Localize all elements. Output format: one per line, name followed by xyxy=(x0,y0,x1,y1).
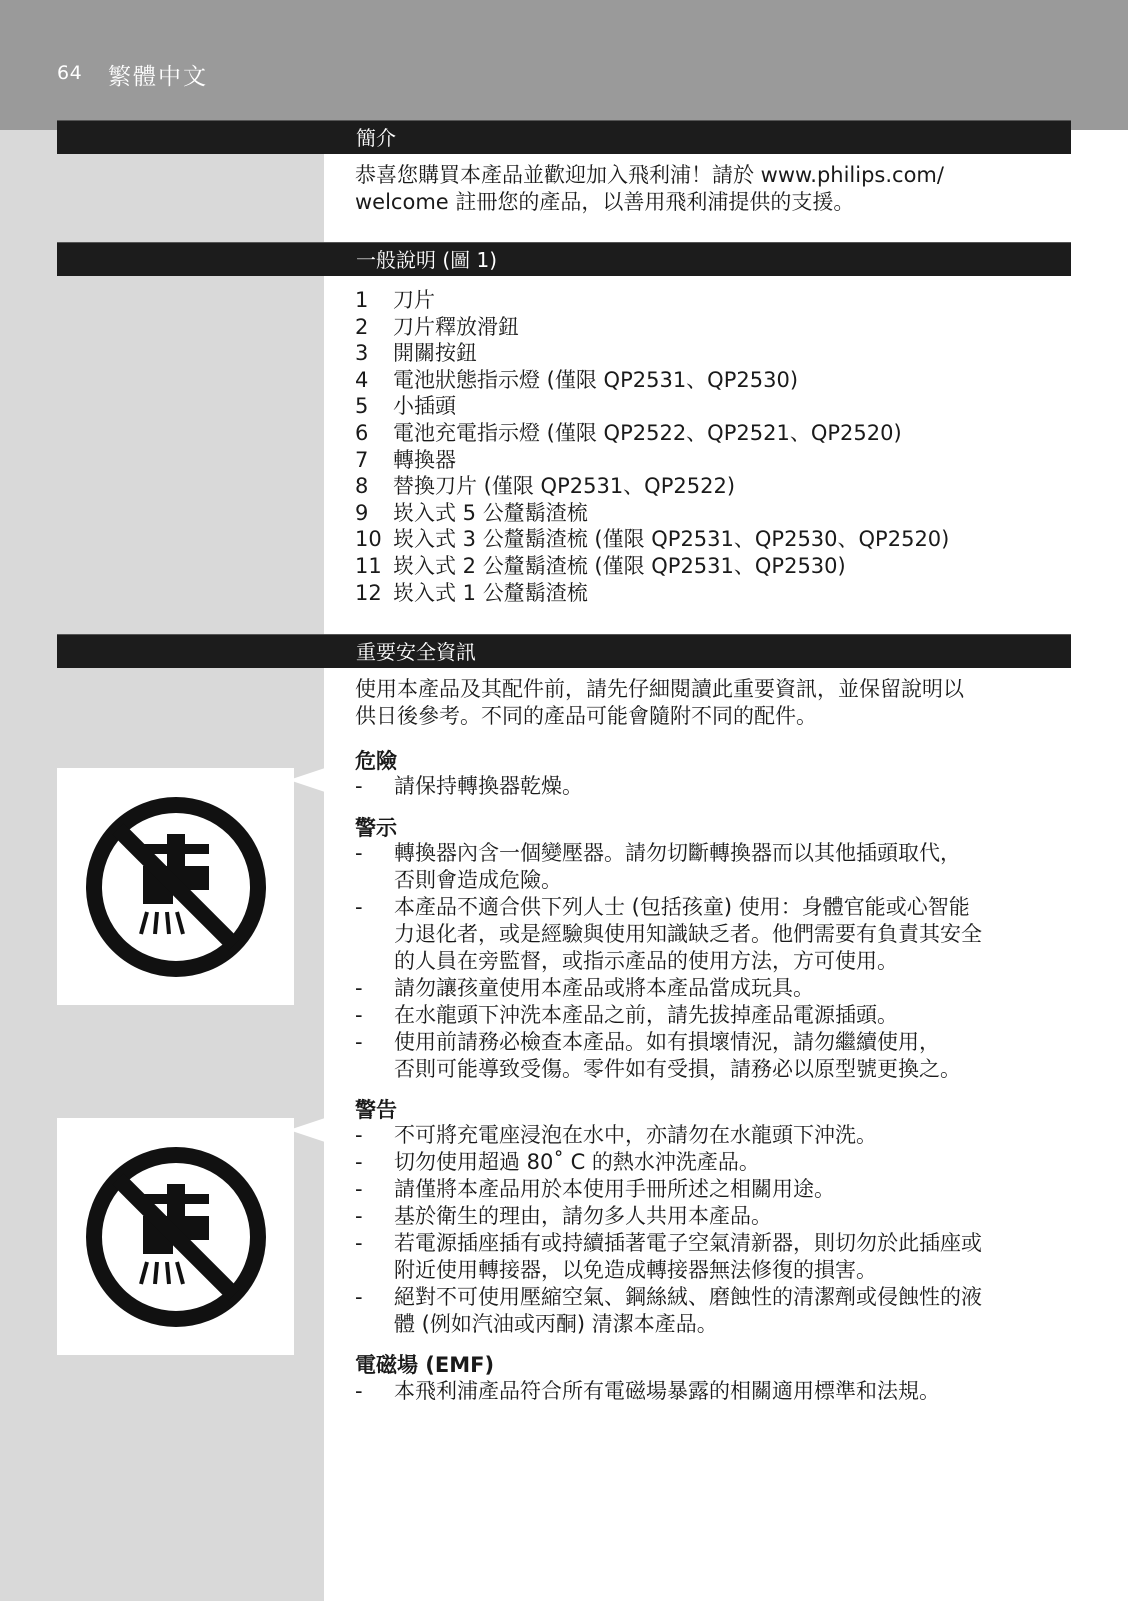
parts-list-item xyxy=(355,420,949,447)
no-tap-water-symbol-box xyxy=(57,768,294,1005)
parts-list-text: 電池充電指示燈 (僅限 QP2522、QP2521、QP2520) xyxy=(393,420,902,445)
bullet-dash: - xyxy=(355,895,363,919)
parts-list-number: 9 xyxy=(355,500,369,525)
bullet-item xyxy=(355,1176,1075,1203)
bullet-line: 不可將充電座浸泡在水中，亦請勿在水龍頭下沖洗。 xyxy=(394,1123,877,1147)
no-tap-water-symbol-box-2 xyxy=(57,1118,294,1355)
bullet-dash: - xyxy=(355,1285,363,1309)
parts-list-number: 2 xyxy=(355,314,369,339)
parts-list-number: 1 xyxy=(355,288,369,312)
parts-list-number: 5 xyxy=(355,394,369,419)
parts-list-item xyxy=(355,580,949,607)
danger-heading: 危險 xyxy=(355,749,397,773)
bullet-line: 使用前請務必檢查本產品。如有損壞情況，請勿繼續使用， xyxy=(394,1030,940,1054)
parts-list-number: 3 xyxy=(355,341,369,366)
caution-list xyxy=(355,1122,1075,1338)
parts-list-number: 6 xyxy=(355,420,369,445)
bullet-item xyxy=(355,1029,1075,1083)
parts-list-text: 崁入式 1 公釐鬍渣梳 xyxy=(393,580,588,605)
parts-list-item xyxy=(355,393,949,420)
section-heading-safety: 重要安全資訊 xyxy=(57,634,1071,668)
parts-list-text: 開關按鈕 xyxy=(393,341,477,366)
bullet-line: 若電源插座插有或持續插著電子空氣清新器，則切勿於此插座或 xyxy=(394,1231,982,1255)
bullet-line: 切勿使用超過 80˚ C 的熱水沖洗產品。 xyxy=(394,1150,760,1174)
warning-list xyxy=(355,840,1075,1083)
parts-list-text: 崁入式 2 公釐鬍渣梳 (僅限 QP2531、QP2530) xyxy=(393,553,846,578)
bullet-line: 本飛利浦產品符合所有電磁場暴露的相關適用標準和法規。 xyxy=(394,1379,940,1403)
warning-heading: 警示 xyxy=(355,816,397,840)
bullet-line: 否則會造成危險。 xyxy=(394,868,562,892)
danger-list xyxy=(355,773,1075,800)
parts-list-text: 電池狀態指示燈 (僅限 QP2531、QP2530) xyxy=(393,367,799,392)
no-tap-water-icon xyxy=(81,792,271,982)
parts-list-item xyxy=(355,526,949,553)
bullet-dash: - xyxy=(355,841,363,865)
bullet-item xyxy=(355,773,1075,800)
bullet-dash: - xyxy=(355,1231,363,1255)
bullet-item xyxy=(355,1122,1075,1149)
parts-list-item xyxy=(355,473,949,500)
bullet-item xyxy=(355,1230,1075,1284)
parts-list-text: 刀片釋放滑鈕 xyxy=(393,314,519,339)
bullet-dash: - xyxy=(355,1379,363,1403)
parts-list-item xyxy=(355,340,949,367)
bullet-item xyxy=(355,1002,1075,1029)
parts-list-item xyxy=(355,553,949,580)
bullet-item xyxy=(355,975,1075,1002)
parts-list-text: 刀片 xyxy=(393,288,435,312)
bullet-line: 的人員在旁監督，或指示產品的使用方法，方可使用。 xyxy=(394,949,898,973)
bullet-item xyxy=(355,1284,1075,1338)
language-label: 繁體中文 xyxy=(108,64,208,90)
bullet-line: 體 (例如汽油或丙酮) 清潔本產品。 xyxy=(394,1312,718,1336)
parts-list-item xyxy=(355,367,949,394)
parts-list-item xyxy=(355,500,949,527)
parts-list-number: 8 xyxy=(355,474,369,499)
caution-heading: 警告 xyxy=(355,1098,397,1122)
parts-list-item xyxy=(355,447,949,474)
bullet-line: 附近使用轉接器，以免造成轉接器無法修復的損害。 xyxy=(394,1258,877,1282)
parts-list-number: 7 xyxy=(355,447,369,472)
intro-text: 恭喜您購買本產品並歡迎加入飛利浦！請於 www.philips.com/ welcome 註冊您的產品，以善用飛利浦提供的支援。 xyxy=(355,163,944,214)
bullet-line: 在水龍頭下沖洗本產品之前，請先拔掉產品電源插頭。 xyxy=(394,1003,898,1027)
bullet-dash: - xyxy=(355,1177,363,1201)
bullet-dash: - xyxy=(355,1003,363,1027)
bullet-line: 絕對不可使用壓縮空氣、鋼絲絨、磨蝕性的清潔劑或侵蝕性的液 xyxy=(394,1285,982,1309)
emf-heading: 電磁場 (EMF) xyxy=(355,1353,495,1377)
parts-list-text: 崁入式 3 公釐鬍渣梳 (僅限 QP2531、QP2530、QP2520) xyxy=(393,527,950,552)
bullet-item xyxy=(355,894,1075,975)
bullet-item xyxy=(355,840,1075,894)
bullet-dash: - xyxy=(355,1204,363,1228)
bullet-line: 力退化者，或是經驗與使用知識缺乏者。他們需要有負責其安全 xyxy=(394,922,982,946)
bullet-item xyxy=(355,1149,1075,1176)
parts-list-number: 4 xyxy=(355,367,369,392)
bullet-line: 轉換器內含一個變壓器。請勿切斷轉換器而以其他插頭取代， xyxy=(394,841,961,865)
bullet-line: 請僅將本產品用於本使用手冊所述之相關用途。 xyxy=(394,1177,835,1201)
bullet-item xyxy=(355,1203,1075,1230)
bullet-dash: - xyxy=(355,1123,363,1147)
section-heading-general: 一般說明 (圖 1) xyxy=(57,242,1071,276)
section-heading-intro: 簡介 xyxy=(57,120,1071,154)
bullet-line: 否則可能導致受傷。零件如有受損，請務必以原型號更換之。 xyxy=(394,1057,961,1081)
page-number: 64 xyxy=(57,62,83,84)
bullet-dash: - xyxy=(355,976,363,1000)
parts-list-text: 崁入式 5 公釐鬍渣梳 xyxy=(393,500,588,525)
parts-list-text: 小插頭 xyxy=(393,394,456,419)
parts-list-number: 12 xyxy=(355,580,382,605)
parts-list-text: 轉換器 xyxy=(393,447,456,472)
bullet-item xyxy=(355,1378,1075,1405)
no-tap-water-icon xyxy=(81,1142,271,1332)
bullet-dash: - xyxy=(355,1030,363,1054)
safety-intro: 使用本產品及其配件前，請先仔細閱讀此重要資訊，並保留說明以 供日後參考。不同的產品可能會隨附不同的配件。 xyxy=(355,677,964,728)
parts-list-item xyxy=(355,314,949,341)
bullet-line: 請勿讓孩童使用本產品或將本產品當成玩具。 xyxy=(394,976,814,1000)
parts-list xyxy=(355,287,949,606)
parts-list-item xyxy=(355,287,949,314)
bullet-dash: - xyxy=(355,774,363,798)
parts-list-number: 10 xyxy=(355,527,382,552)
bullet-line: 基於衛生的理由，請勿多人共用本產品。 xyxy=(394,1204,772,1228)
parts-list-text: 替換刀片 (僅限 QP2531、QP2522) xyxy=(393,474,736,499)
bullet-dash: - xyxy=(355,1150,363,1174)
bullet-line: 本產品不適合供下列人士 (包括孩童) 使用：身體官能或心智能 xyxy=(394,895,970,919)
emf-list xyxy=(355,1378,1075,1405)
bullet-line: 請保持轉換器乾燥。 xyxy=(394,774,583,798)
parts-list-number: 11 xyxy=(355,553,382,578)
